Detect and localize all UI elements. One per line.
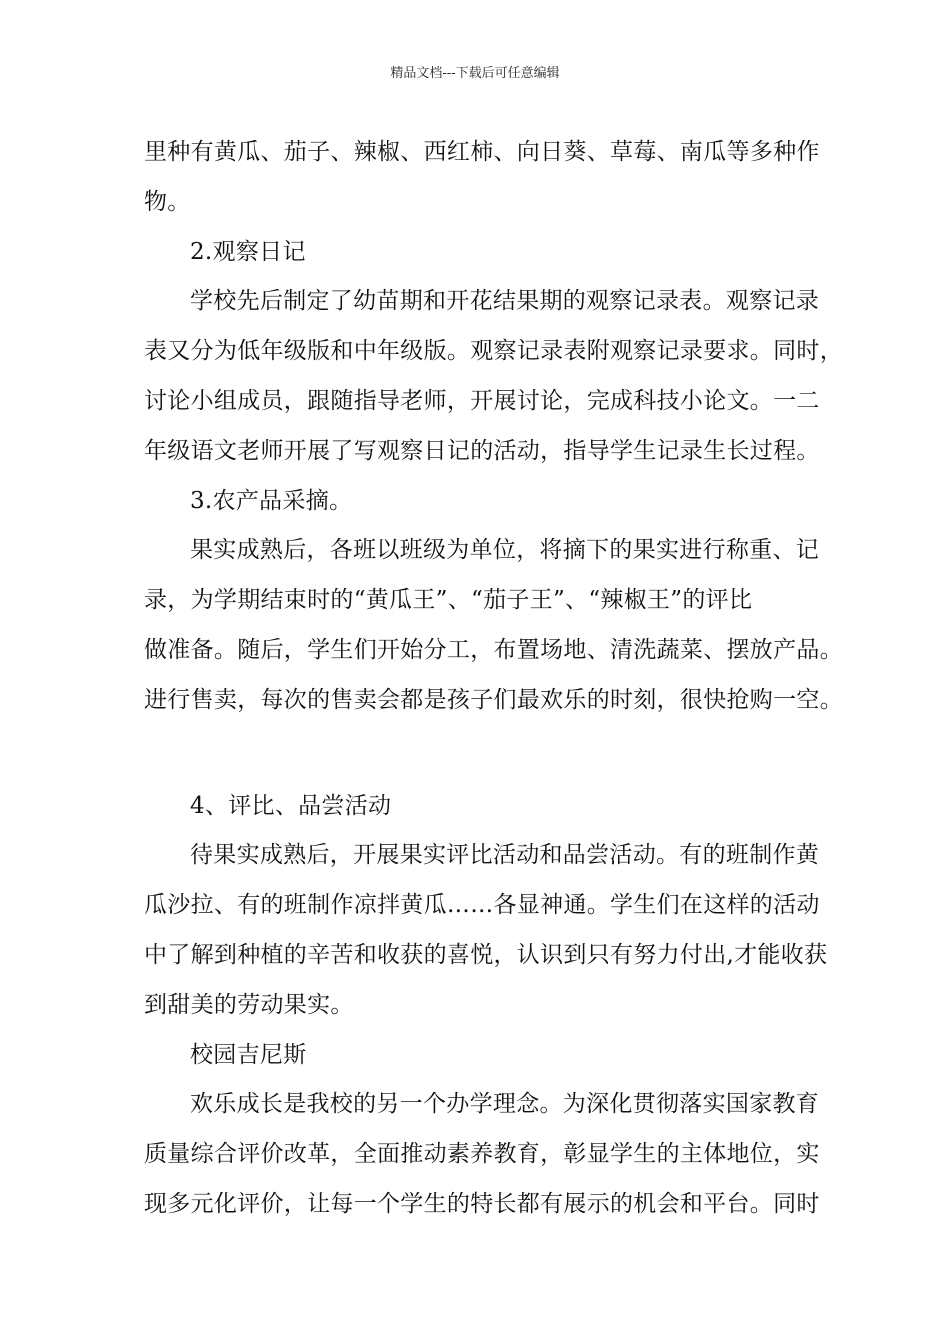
text-line: 学校先后制定了幼苗期和开花结果期的观察记录表。观察记录 [190,288,820,315]
text-line: 现多元化评价，让每一个学生的特长都有展示的机会和平台。同时 [144,1190,820,1217]
text-line: 瓜沙拉、有的班制作凉拌黄瓜……各显神通。学生们在这样的活动 [144,892,820,919]
text-line: 讨论小组成员，跟随指导老师，开展讨论，完成科技小论文。一二 [144,387,820,414]
text-line: 录，为学期结束时的“黄瓜王”、“茄子王”、“辣椒王”的评比 [144,587,753,614]
text-line: 做准备。随后，学生们开始分工，布置场地、清洗蔬菜、摆放产品。 [144,636,843,663]
section-heading: 2.观察日记 [190,238,306,265]
text-line: 年级语文老师开展了写观察日记的活动，指导学生记录生长过程。 [144,437,820,464]
page-header: 精品文档---下载后可任意编辑 [390,66,560,81]
text-line: 表又分为低年级版和中年级版。观察记录表附观察记录要求。同时， [144,338,843,365]
text-line: 里种有黄瓜、茄子、辣椒、西红柿、向日葵、草莓、南瓜等多种作 [144,139,820,165]
section-heading: 4、评比、品尝活动 [190,792,392,819]
section-heading: 3.农产品采摘。 [190,487,353,514]
text-line: 到甜美的劳动果实。 [144,991,354,1018]
section-heading: 校园吉尼斯 [190,1041,307,1068]
text-line: 待果实成熟后，开展果实评比活动和品尝活动。有的班制作黄 [190,842,820,869]
document-body [144,128,843,1230]
paragraph-gap [144,726,816,782]
text-line: 欢乐成长是我校的另一个办学理念。为深化贯彻落实国家教育 [190,1091,820,1118]
text-line: 进行售卖，每次的售卖会都是孩子们最欢乐的时刻，很快抢购一空。 [144,686,843,713]
text-line: 果实成熟后，各班以班级为单位，将摘下的果实进行称重、记 [190,537,820,564]
text-line: 质量综合评价改革，全面推动素养教育，彰显学生的主体地位，实 [144,1141,820,1168]
text-line: 物。 [144,188,191,215]
text-line: 中了解到种植的辛苦和收获的喜悦，认识到只有努力付出,才能收获 [144,941,828,968]
